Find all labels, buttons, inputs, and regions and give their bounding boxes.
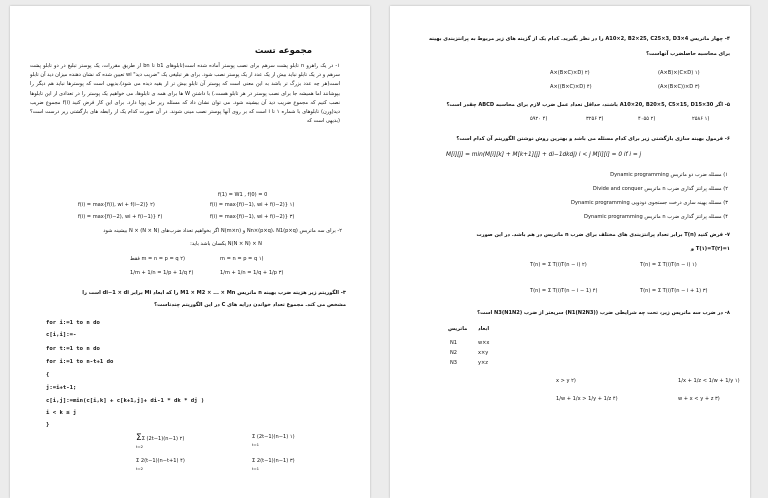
q6-formula: M[i][j] = min(M[i][k] + M[k+1][j] + di−1dkdj) i < j M[i][i] = 0 if i = j xyxy=(446,152,642,158)
q5-option-1: ۲۵۸۶ ۱) xyxy=(692,116,710,122)
q7-option-1: T(n) = Σ T(i)T(n − i) ۱) xyxy=(640,262,697,268)
code-line-5: { xyxy=(46,372,50,378)
code-line-7: c[i,j]:=min(c[i,k] + c[k+1,j]+ di-1 * dk * dj ) xyxy=(46,398,205,404)
q8-row-2-matrix: N2 xyxy=(450,350,458,356)
question-7-line-1: ۷- فرض کنید T(n) برابر تعداد پرانتزبندی های مختلف برای ضرب n ماتریس در هم باشد. در این صورت xyxy=(476,232,730,238)
q4-option-2: A×(B×C)×D) ۲) xyxy=(550,70,590,76)
q8-dims-header: ابعاد xyxy=(478,326,490,332)
q7-option-4: T(n) = Σ T(i)T(n − i − 1) ۴) xyxy=(530,288,598,294)
q5-option-3: ۳۲۵۶ ۳) xyxy=(586,116,604,122)
q7-option-3: T(n) = Σ T(i)T(n − i + 1) ۳) xyxy=(640,288,708,294)
q3-option-3-sub: t=1 xyxy=(252,466,260,471)
q3-option-1: Σ (2t−1)(n−1) ۱) t=1 xyxy=(252,434,295,447)
q2-option-1: m = n = p = q ۱) xyxy=(220,256,264,262)
q7-option-2: T(n) = Σ T(i)T(n − i) ۲) xyxy=(530,262,587,268)
q8-matrix-header: ماتریس xyxy=(448,326,468,332)
q3-option-2-sub: t=2 xyxy=(136,444,144,449)
q2-option-3: 1/m + 1/n = 1/q + 1/p ۳) xyxy=(220,270,284,276)
q3-option-4-sub: t=2 xyxy=(136,466,144,471)
question-3-line-1: ۳- الگوریتم زیر هزینه ضرب بهینه n ماتریس M1 × M2 × ... × Mn را که ابعاد Mi برابر di−1 × di است را xyxy=(82,290,346,296)
code-line-6: j:=i+t-1; xyxy=(46,385,77,391)
page-title: مجموعه تست xyxy=(254,46,312,56)
question-2-line-1: ۲- برای سه ماتریس Nn×(p×q)، N1(p×q) و N(m×n) اگر بخواهیم تعداد ضرب‌های N × (N × N) بیشینه شود xyxy=(103,228,342,234)
q6-option-3: ۳) مسئله بهینه سازی درخت جستجوی دودویی Dynamic programming xyxy=(571,200,728,206)
q1-initial-condition: f(1) = W1 , f(0) = 0 xyxy=(218,192,268,198)
question-2-line-2: N(N × N) × N یکسان باشد باید: xyxy=(190,241,262,247)
question-1-text: ۱- در یک راهرو n تابلو پشت سرهم برای نصب پوستر آماده شده است(تابلوهای b1 تا bn از طریق مقررات، یک پوستر تبلیغ در دو تابلو پشت سرهم و در یک تابلو نباید بیش از یک عدد از یک پوستر نصب شود. برای هر تبلیغی یک "ضریب دید" wi تعیین شده که نشان دهنده میزان دید آن تابلو است(هر چه عدد بزرگ تر باشد به این معنی است که پوستر آن تابلو بیش تر از بقیه دیده می شود).بدیهی است که پوسترها نباید هم دیگر را بپوشانند اما همیشه جا برای نصب پوستر در هر تابلو هست.) با داشتن W ها برای همه ی تابلوها، می خواهیم یک پوستر را در تعدادی از این تابلوها نصب کنیم که مجموع ضریب دید آن بیشینه شود. می توان نشان داد که مسئله زیر حل پویا دارد. برای این کار فرض کنید f(i) مجموع ضریب دید(وزن) تابلوهای با شماره ۱ تا i است که بر روی آنها پوستر نصب مینی شوند. در آن صورت کدام یک از رابطه های بازگشتی زیر درست است؟ (بدیهی است که xyxy=(30,63,340,125)
q8-option-1: 1/x + 1/z < 1/w + 1/y ۱) xyxy=(678,378,740,384)
q6-option-2: ۲) مسئله پرانتز گذاری ضرب n ماتریس Divide and conquer xyxy=(592,186,728,192)
code-line-9: } xyxy=(46,422,50,428)
q2-option-4: 1/m + 1/n = 1/p + 1/q ۴) xyxy=(130,270,194,276)
q4-option-1: (A×B)×(C×D) ۱) xyxy=(658,70,700,76)
q8-option-3: w + x < y + z ۳) xyxy=(678,396,720,402)
q3-option-3: Σ 2(t−1)(n−1) ۳) t=1 xyxy=(252,458,295,471)
q1-option-2: f(i) = max{f(i), wi + f(i−2)} ۲) xyxy=(78,202,155,208)
q8-row-2-dims: x×y xyxy=(478,350,489,356)
q2-option-2: فقط m = n = p = q ۲) xyxy=(130,256,186,262)
left-page xyxy=(10,6,370,498)
question-4-line-1: ۴- چهار ماتریس A10×2, B2×25, C25×3, D3×4 را در نظر بگیرید. کدام یک از گزینه های زیر مربوط به پرانتزبندی بهینه xyxy=(428,36,730,42)
code-line-8: i < k ≤ j xyxy=(46,410,77,416)
q6-option-4: ۴) مسئله پرانتز گذاری ضرب n ماتریس Dynamic programming xyxy=(584,214,728,220)
code-line-3: for t:=1 to n do xyxy=(46,346,100,352)
question-8-line-1: ۸- در ضرب سه ماتریس زیر، تحت چه شرایطی ضرب (N1(N2N3)) سریعتر از ضرب (N1N2)N3 است؟ xyxy=(477,310,730,316)
question-6-line-1: ۶- فرمول بهینه سازی بازگشتی زیر برای کدام مسئله می باشد و بهترین روش نوشتن الگوریتم آن کدام است؟ xyxy=(456,136,730,142)
q3-option-4: Σ 2(t−1)(n−t+1) ۴) t=2 xyxy=(136,458,185,471)
question-3-line-2: مشخص می کند. مجموع تعداد خواندن درایه های C در این الگوریتم چندتاست؟ xyxy=(154,302,346,308)
q8-option-4: 1/w + 1/x > 1/y + 1/z ۴) xyxy=(556,396,618,402)
q3-option-2: ΣΣ (2t−1)(n−1) ۲) t=2 xyxy=(136,433,185,449)
code-line-1: for i:=1 to n do xyxy=(46,320,100,326)
q6-option-1: ۱) مسئله ضرب دو ماتریس Dynamic programming xyxy=(610,172,728,178)
q3-option-1-sub: t=1 xyxy=(252,442,260,447)
q1-option-3: f(i) = max{f(i−1), wi + f(i−2)} ۳) xyxy=(210,214,295,220)
q8-row-3-dims: y×z xyxy=(478,360,488,366)
question-5-line-1: ۵- اگر A10×20, B20×5, C5×15, D15×30 باشند، حداقل تعداد عمل ضرب لازم برای محاسبه ABCD چقدر است؟ xyxy=(446,102,730,108)
right-page xyxy=(390,6,750,498)
q4-option-4: A×((B×C)×D) ۴) xyxy=(550,84,592,90)
q8-option-2: x > y ۲) xyxy=(556,378,576,384)
q1-option-1: f(i) = max{f(i−1), wi + f(i−2)} ۱) xyxy=(210,202,295,208)
question-4-line-2: برای محاسبه حاصلضرب آنهاست؟ xyxy=(646,51,730,57)
code-line-4: for i:=1 to n-t+1 do xyxy=(46,359,114,365)
code-line-2: c[i,i]:=- xyxy=(46,332,77,338)
q5-option-4: ۵۹۲۰ ۴) xyxy=(530,116,548,122)
question-7-line-2: T(۱)=T(۲)=۱ و xyxy=(690,246,730,252)
q4-option-3: (A×(B×C))×D ۳) xyxy=(658,84,700,90)
q8-row-1-matrix: N1 xyxy=(450,340,458,346)
q5-option-2: ۴۰۵۵ ۲) xyxy=(638,116,656,122)
q1-option-4: f(i) = max{f(i−2), wi + f(i−1)} ۴) xyxy=(78,214,163,220)
q8-row-1-dims: w×x xyxy=(478,340,490,346)
q8-row-3-matrix: N3 xyxy=(450,360,458,366)
